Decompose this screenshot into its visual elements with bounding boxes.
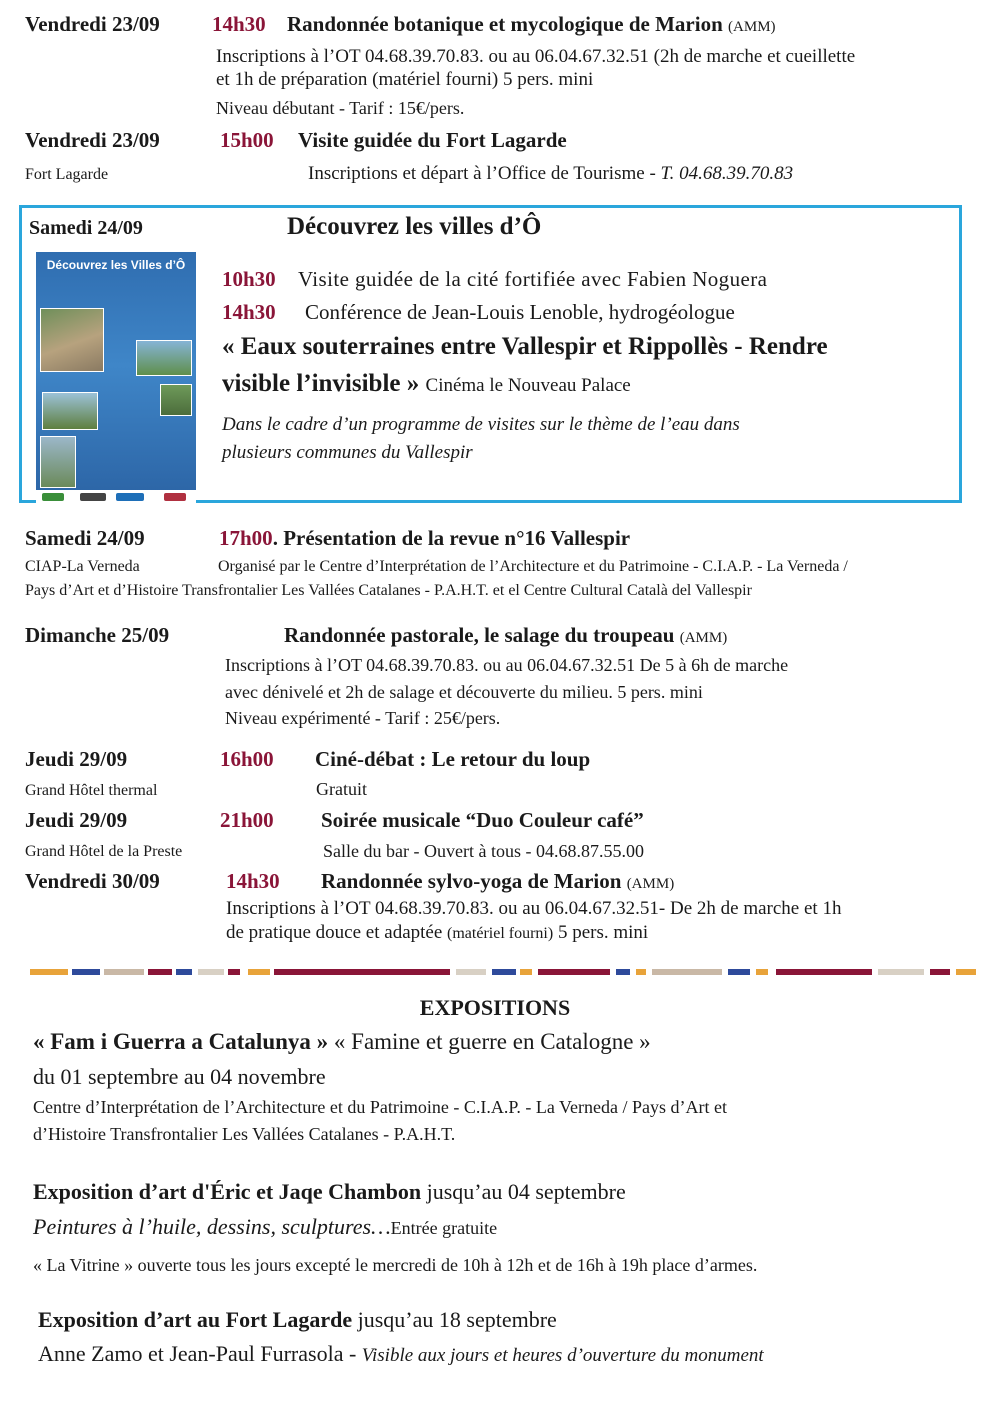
- highlight-date: Samedi 24/09: [29, 217, 143, 239]
- event-date: Jeudi 29/09: [25, 747, 128, 771]
- event-detail-small: (matériel fourni): [447, 925, 554, 942]
- conference-venue: Cinéma le Nouveau Palace: [425, 375, 631, 396]
- poster-photo: [42, 392, 98, 430]
- event-title: Soirée musicale “Duo Couleur café”: [321, 808, 644, 832]
- expo-artists: [38, 1341, 764, 1367]
- expo-title-text: Exposition d’art au Fort Lagarde: [38, 1307, 353, 1332]
- event-detail: et 1h de préparation (matériel fourni) 5 pers. mini: [216, 69, 594, 90]
- highlight-note: plusieurs communes du Vallespir: [222, 442, 473, 463]
- event-location: Grand Hôtel de la Preste: [25, 843, 183, 860]
- event-detail-text: 5 pers. mini: [557, 922, 649, 943]
- event-title-text: Randonnée sylvo-yoga de Marion: [321, 869, 622, 893]
- event-date: Samedi 24/09: [25, 526, 145, 550]
- event-detail: Organisé par le Centre d’Interprétation de l’Architecture et du Patrimoine - C.I.A.P. - La Verneda /: [218, 558, 848, 575]
- event-title: [284, 623, 727, 648]
- expo-title-fr: « Famine et guerre en Catalogne »: [333, 1029, 651, 1054]
- event-tag: (AMM): [626, 876, 675, 892]
- poster-logo: [164, 493, 186, 501]
- event-title: [321, 869, 674, 894]
- poster-title: Découvrez les Villes d’Ô: [46, 258, 186, 272]
- highlight-title: Découvrez les villes d’Ô: [287, 213, 542, 240]
- event-time: 14h30: [212, 12, 266, 36]
- poster-logo: [42, 493, 64, 501]
- poster-photo: [40, 436, 76, 488]
- expo-title-text: Exposition d’art d'Éric et Jaqe Chambon: [33, 1179, 422, 1204]
- expo-visible: Visible aux jours et heures d’ouverture du monument: [361, 1345, 764, 1366]
- event-detail: [226, 922, 648, 944]
- expo-title: [38, 1307, 557, 1333]
- event-title: [219, 526, 630, 551]
- event-detail: Inscriptions à l’OT 04.68.39.70.83. ou au 06.04.67.32.51- De 2h de marche et 1h: [226, 898, 842, 919]
- conference-title: « Eaux souterraines entre Vallespir et Rippollès - Rendre: [222, 333, 828, 360]
- expo-description: [33, 1214, 497, 1240]
- event-phone: - T. 04.68.39.70.83: [644, 163, 794, 184]
- event-price: Niveau expérimenté - Tarif : 25€/pers.: [225, 708, 501, 728]
- event-title: Visite guidée du Fort Lagarde: [298, 128, 567, 152]
- event-detail: Gratuit: [316, 779, 367, 799]
- event-title-text: Randonnée botanique et mycologique de Marion: [287, 12, 723, 36]
- event-detail: Inscriptions à l’OT 04.68.39.70.83. ou au 06.04.67.32.51 De 5 à 6h de marche: [225, 655, 789, 675]
- event-detail-text: de pratique douce et adaptée: [226, 922, 443, 943]
- event-location: Fort Lagarde: [25, 166, 109, 183]
- expo-until: jusqu’au 18 septembre: [357, 1307, 557, 1332]
- expo-venue: « La Vitrine » ouverte tous les jours excepté le mercredi de 10h à 12h et de 16h à 19h place d’armes.: [33, 1255, 758, 1275]
- event-price: Niveau débutant - Tarif : 15€/pers.: [216, 98, 465, 118]
- event-date: Vendredi 30/09: [25, 869, 160, 893]
- expo-artists-text: Anne Zamo et Jean-Paul Furrasola -: [38, 1341, 362, 1366]
- event-title: [287, 12, 776, 37]
- expositions-heading: EXPOSITIONS: [419, 995, 571, 1020]
- poster-photo: [160, 384, 192, 416]
- decorative-stripe: [30, 969, 976, 975]
- poster-image: [36, 252, 196, 504]
- event-detail: [308, 163, 793, 185]
- event-detail: Inscriptions à l’OT 04.68.39.70.83. ou au 06.04.67.32.51 (2h de marche et cueillette: [216, 46, 856, 67]
- expo-until: jusqu’au 04 septembre: [426, 1179, 626, 1204]
- event-date: Vendredi 23/09: [25, 128, 160, 152]
- poster-photo: [40, 308, 104, 372]
- poster-logo: [80, 493, 106, 501]
- expo-title: [33, 1029, 651, 1055]
- expo-dates: du 01 septembre au 04 novembre: [33, 1064, 326, 1089]
- highlight-time: 10h30: [222, 267, 276, 291]
- highlight-text: Visite guidée de la cité fortifiée avec Fabien Noguera: [298, 267, 768, 291]
- event-title-text: Randonnée pastorale, le salage du troupeau: [284, 623, 675, 647]
- event-time: 21h00: [220, 808, 274, 832]
- poster-photo: [136, 340, 192, 376]
- poster-logo: [116, 493, 144, 501]
- highlight-time: 14h30: [222, 300, 276, 324]
- highlight-text: Conférence de Jean-Louis Lenoble, hydrogéologue: [305, 300, 735, 324]
- event-tag: (AMM): [679, 630, 728, 646]
- event-time: 17h00: [219, 526, 273, 550]
- event-detail: Pays d’Art et d’Histoire Transfrontalier Les Vallées Catalanes - P.A.H.T. et el Centre Cultural Català del Vallespir: [25, 582, 752, 599]
- event-time: 14h30: [226, 869, 280, 893]
- event-title: Ciné-débat : Le retour du loup: [315, 747, 591, 771]
- expo-organizer: Centre d’Interprétation de l’Architecture et du Patrimoine - C.I.A.P. - La Verneda / Pays d’Art et: [33, 1097, 727, 1117]
- highlight-note: Dans le cadre d’un programme de visites sur le thème de l’eau dans: [222, 414, 740, 435]
- event-title-text: . Présentation de la revue n°16 Vallespir: [272, 526, 631, 550]
- event-date: Vendredi 23/09: [25, 12, 160, 36]
- conference-title-text: visible l’invisible »: [222, 370, 420, 397]
- event-detail-text: Inscriptions et départ à l’Office de Tourisme: [308, 163, 645, 184]
- expo-title: [33, 1179, 626, 1205]
- event-location: Grand Hôtel thermal: [25, 782, 158, 799]
- event-date: Jeudi 29/09: [25, 808, 128, 832]
- expo-title-ca: « Fam i Guerra a Catalunya »: [33, 1029, 329, 1054]
- expo-organizer: d’Histoire Transfrontalier Les Vallées Catalanes - P.A.H.T.: [33, 1124, 456, 1144]
- event-time: 16h00: [220, 747, 274, 771]
- event-tag: (AMM): [728, 19, 776, 35]
- event-location: CIAP-La Verneda: [25, 558, 140, 575]
- expo-desc-text: Peintures à l’huile, dessins, sculptures…: [33, 1214, 391, 1239]
- event-time: 15h00: [220, 128, 274, 152]
- expo-entry: Entrée gratuite: [390, 1218, 498, 1238]
- event-detail: avec dénivelé et 2h de salage et découverte du milieu. 5 pers. mini: [225, 682, 703, 702]
- event-detail: Salle du bar - Ouvert à tous - 04.68.87.55.00: [323, 841, 644, 861]
- event-date: Dimanche 25/09: [25, 623, 170, 647]
- conference-title-line2: [222, 370, 631, 398]
